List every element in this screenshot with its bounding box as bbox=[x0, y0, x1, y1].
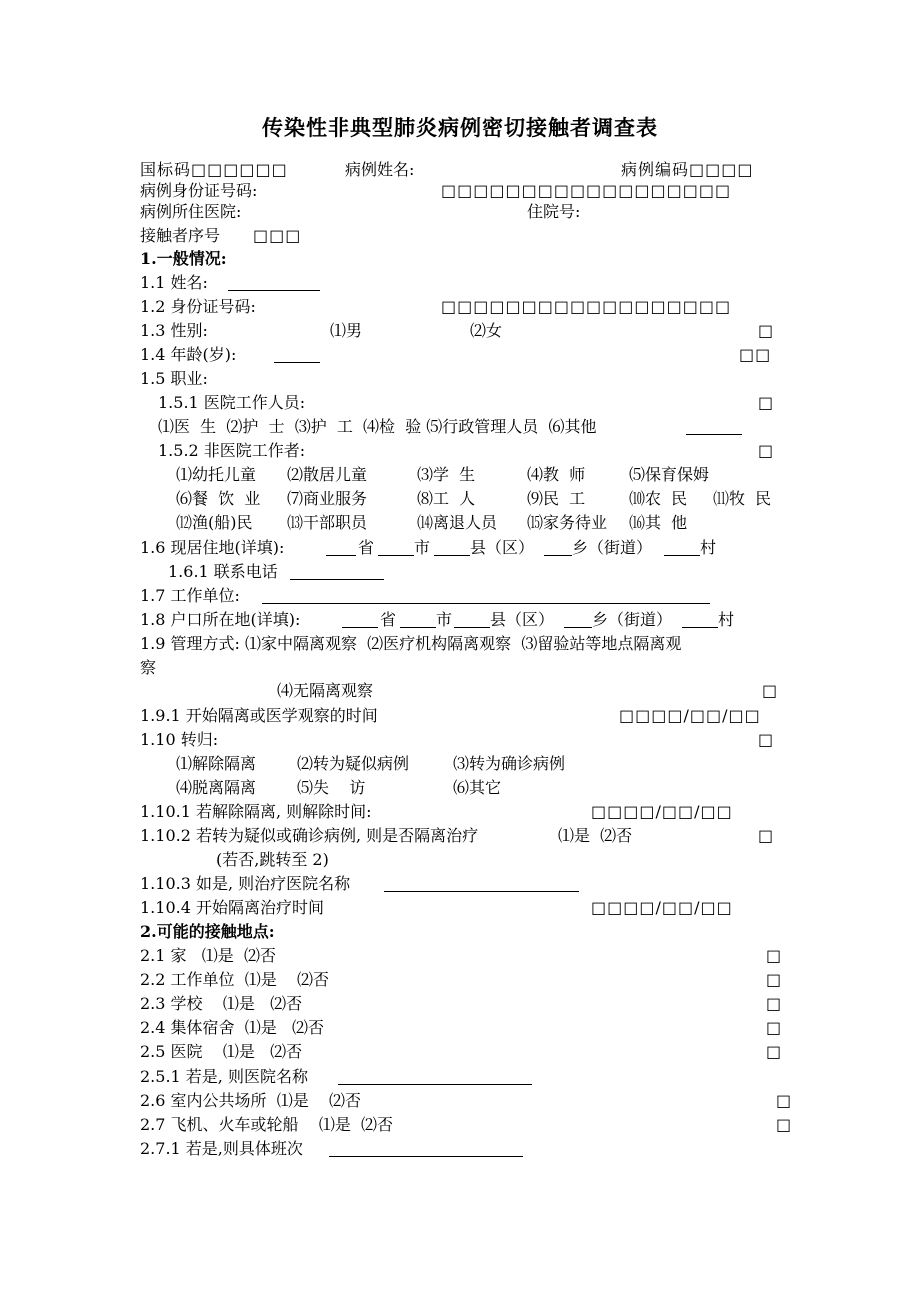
hukou-county-unit: 县（区） bbox=[490, 610, 555, 629]
sex-option-male: ⑴男 bbox=[330, 321, 363, 340]
contact-place-public-box[interactable]: □ bbox=[776, 1091, 792, 1110]
non-hospital-label: 1.5.2 非医院工作者: bbox=[158, 441, 306, 460]
management-box[interactable]: □ bbox=[762, 681, 778, 700]
isolation-start-date[interactable]: □□□□/□□/□□ bbox=[619, 706, 761, 725]
sex-code-box[interactable]: □ bbox=[758, 321, 774, 340]
contact-place-hospital: 2.5 医院 ⑴是 ⑵否 bbox=[140, 1042, 303, 1061]
occupation-label: 1.5 职业: bbox=[140, 369, 208, 388]
hukou-city-blank[interactable] bbox=[400, 611, 436, 628]
contact-place-hospital-box[interactable]: □ bbox=[766, 1042, 782, 1061]
contact-place-home: 2.1 家 ⑴是 ⑵否 bbox=[140, 946, 276, 965]
age-blank[interactable] bbox=[274, 346, 320, 363]
id-number-label: 1.2 身份证号码: bbox=[140, 297, 256, 316]
contact-place-school: 2.3 学校 ⑴是 ⑵否 bbox=[140, 994, 303, 1013]
outcome-option: ⑴解除隔离 bbox=[176, 754, 257, 773]
case-id-boxes: □□□□□□□□□□□□□□□□□□ bbox=[441, 181, 732, 200]
case-hospital-label: 病例所住医院: bbox=[140, 202, 242, 221]
release-time-label: 1.10.1 若解除隔离, 则解除时间: bbox=[140, 802, 372, 821]
hospital-name-blank[interactable] bbox=[338, 1068, 532, 1085]
management-label: 1.9 管理方式: ⑴家中隔离观察 ⑵医疗机构隔离观察 ⑶留验站等地点隔离观 bbox=[140, 634, 682, 653]
outcome-option: ⑷脱离隔离 bbox=[176, 778, 257, 797]
occ-option: ⑵散居儿童 bbox=[287, 465, 368, 484]
outcome-option: ⑵转为疑似病例 bbox=[297, 754, 410, 773]
hukou-label: 1.8 户口所在地(详填): bbox=[140, 610, 301, 629]
case-code: 病例编码□□□□ bbox=[621, 160, 754, 179]
release-time-date[interactable]: □□□□/□□/□□ bbox=[591, 802, 733, 821]
sex-label: 1.3 性别: bbox=[140, 321, 208, 340]
treatment-start-date[interactable]: □□□□/□□/□□ bbox=[591, 898, 733, 917]
case-name-label: 病例姓名: bbox=[345, 160, 415, 179]
city-blank[interactable] bbox=[378, 539, 414, 556]
section-2-heading: 2.可能的接触地点: bbox=[140, 922, 275, 941]
occ-option: ⑴幼托儿童 bbox=[176, 465, 257, 484]
village-blank[interactable] bbox=[664, 539, 700, 556]
contact-seq-boxes: □□□ bbox=[253, 226, 302, 245]
hukou-county-blank[interactable] bbox=[454, 611, 490, 628]
city-unit: 市 bbox=[414, 538, 431, 557]
outcome-option: ⑹其它 bbox=[453, 778, 502, 797]
contact-place-home-box[interactable]: □ bbox=[766, 946, 782, 965]
hukou-township-blank[interactable] bbox=[564, 611, 592, 628]
residence-label: 1.6 现居住地(详填): bbox=[140, 538, 285, 557]
national-code: 国标码□□□□□□ bbox=[140, 160, 288, 179]
outcome-option: ⑸失 访 bbox=[297, 778, 366, 797]
page-title: 传染性非典型肺炎病例密切接触者调查表 bbox=[262, 116, 658, 140]
hospital-staff-label: 1.5.1 医院工作人员: bbox=[158, 393, 306, 412]
occ-option: ⑾牧 民 bbox=[713, 489, 772, 508]
occ-option: ⑶学 生 bbox=[417, 465, 476, 484]
township-unit: 乡（街道） bbox=[572, 538, 653, 557]
age-code-box[interactable]: □□ bbox=[739, 345, 772, 364]
case-id-label: 病例身份证号码: bbox=[140, 181, 258, 200]
outcome-label: 1.10 转归: bbox=[140, 730, 219, 749]
trip-number-blank[interactable] bbox=[329, 1140, 523, 1157]
workplace-label: 1.7 工作单位: bbox=[140, 586, 240, 605]
occ-option: ⒀干部职员 bbox=[287, 513, 368, 532]
hukou-village-unit: 村 bbox=[718, 610, 735, 629]
isolation-treatment-label: 1.10.2 若转为疑似或确诊病例, 则是否隔离治疗 bbox=[140, 826, 479, 845]
name-label: 1.1 姓名: bbox=[140, 273, 208, 292]
isolation-treatment-options: ⑴是 ⑵否 bbox=[558, 826, 633, 845]
hukou-township-unit: 乡（街道） bbox=[592, 610, 673, 629]
occ-option: ⑽农 民 bbox=[629, 489, 688, 508]
occ-option: ⑻工 人 bbox=[417, 489, 476, 508]
trip-number-label: 2.7.1 若是,则具体班次 bbox=[140, 1139, 303, 1158]
occ-option: ⑼民 工 bbox=[527, 489, 586, 508]
other-occupation-blank[interactable] bbox=[686, 418, 742, 435]
admission-no-label: 住院号: bbox=[527, 202, 581, 221]
contact-place-school-box[interactable]: □ bbox=[766, 994, 782, 1013]
contact-seq-label: 接触者序号 bbox=[140, 226, 221, 245]
section-1-heading: 1.一般情况: bbox=[140, 249, 227, 268]
workplace-blank[interactable] bbox=[262, 587, 710, 604]
contact-place-transport: 2.7 飞机、火车或轮船 ⑴是 ⑵否 bbox=[140, 1115, 394, 1134]
isolation-treatment-box[interactable]: □ bbox=[758, 826, 774, 845]
management-option-4: ⑷无隔离观察 bbox=[277, 681, 374, 700]
contact-place-work: 2.2 工作单位 ⑴是 ⑵否 bbox=[140, 970, 330, 989]
treatment-hospital-label: 1.10.3 如是, 则治疗医院名称 bbox=[140, 874, 351, 893]
occ-option: ⑹餐 饮 业 bbox=[176, 489, 261, 508]
occ-option: ⑺商业服务 bbox=[287, 489, 368, 508]
hukou-city-unit: 市 bbox=[436, 610, 453, 629]
hukou-province-blank[interactable] bbox=[342, 611, 378, 628]
occ-option: ⒁离退人员 bbox=[417, 513, 498, 532]
township-blank[interactable] bbox=[544, 539, 572, 556]
treatment-hospital-blank[interactable] bbox=[384, 875, 579, 892]
phone-label: 1.6.1 联系电话 bbox=[168, 562, 278, 581]
skip-note: (若否,跳转至 2) bbox=[216, 850, 329, 869]
hospital-staff-box[interactable]: □ bbox=[758, 393, 774, 412]
occ-option: ⑿渔(船)民 bbox=[176, 513, 253, 532]
hospital-name-label: 2.5.1 若是, 则医院名称 bbox=[140, 1067, 308, 1086]
id-number-boxes: □□□□□□□□□□□□□□□□□□ bbox=[441, 297, 732, 316]
hukou-province-unit: 省 bbox=[380, 610, 397, 629]
outcome-option: ⑶转为确诊病例 bbox=[453, 754, 566, 773]
isolation-start-label: 1.9.1 开始隔离或医学观察的时间 bbox=[140, 706, 378, 725]
non-hospital-box[interactable]: □ bbox=[758, 441, 774, 460]
occ-option: ⑸保育保姆 bbox=[629, 465, 710, 484]
contact-place-work-box[interactable]: □ bbox=[766, 970, 782, 989]
province-unit: 省 bbox=[358, 538, 375, 557]
hukou-village-blank[interactable] bbox=[682, 611, 718, 628]
occ-option: ⑷教 师 bbox=[527, 465, 586, 484]
contact-place-dorm-box[interactable]: □ bbox=[766, 1018, 782, 1037]
county-blank[interactable] bbox=[434, 539, 470, 556]
name-blank[interactable] bbox=[228, 274, 320, 291]
contact-place-dorm: 2.4 集体宿舍 ⑴是 ⑵否 bbox=[140, 1018, 324, 1037]
occ-option: ⒃其 他 bbox=[629, 513, 688, 532]
treatment-start-label: 1.10.4 开始隔离治疗时间 bbox=[140, 898, 324, 917]
phone-blank[interactable] bbox=[290, 563, 384, 580]
occ-option: ⒂家务待业 bbox=[527, 513, 608, 532]
sex-option-female: ⑵女 bbox=[470, 321, 503, 340]
contact-place-transport-box[interactable]: □ bbox=[776, 1115, 792, 1134]
county-unit: 县（区） bbox=[470, 538, 535, 557]
age-label: 1.4 年龄(岁): bbox=[140, 345, 237, 364]
province-blank[interactable] bbox=[326, 539, 356, 556]
management-label-wrap: 察 bbox=[140, 658, 157, 677]
contact-place-public: 2.6 室内公共场所 ⑴是 ⑵否 bbox=[140, 1091, 362, 1110]
outcome-box[interactable]: □ bbox=[758, 730, 774, 749]
hospital-staff-options: ⑴医 生 ⑵护 士 ⑶护 工 ⑷检 验 ⑸行政管理人员 ⑹其他 bbox=[158, 417, 597, 436]
village-unit: 村 bbox=[700, 538, 717, 557]
